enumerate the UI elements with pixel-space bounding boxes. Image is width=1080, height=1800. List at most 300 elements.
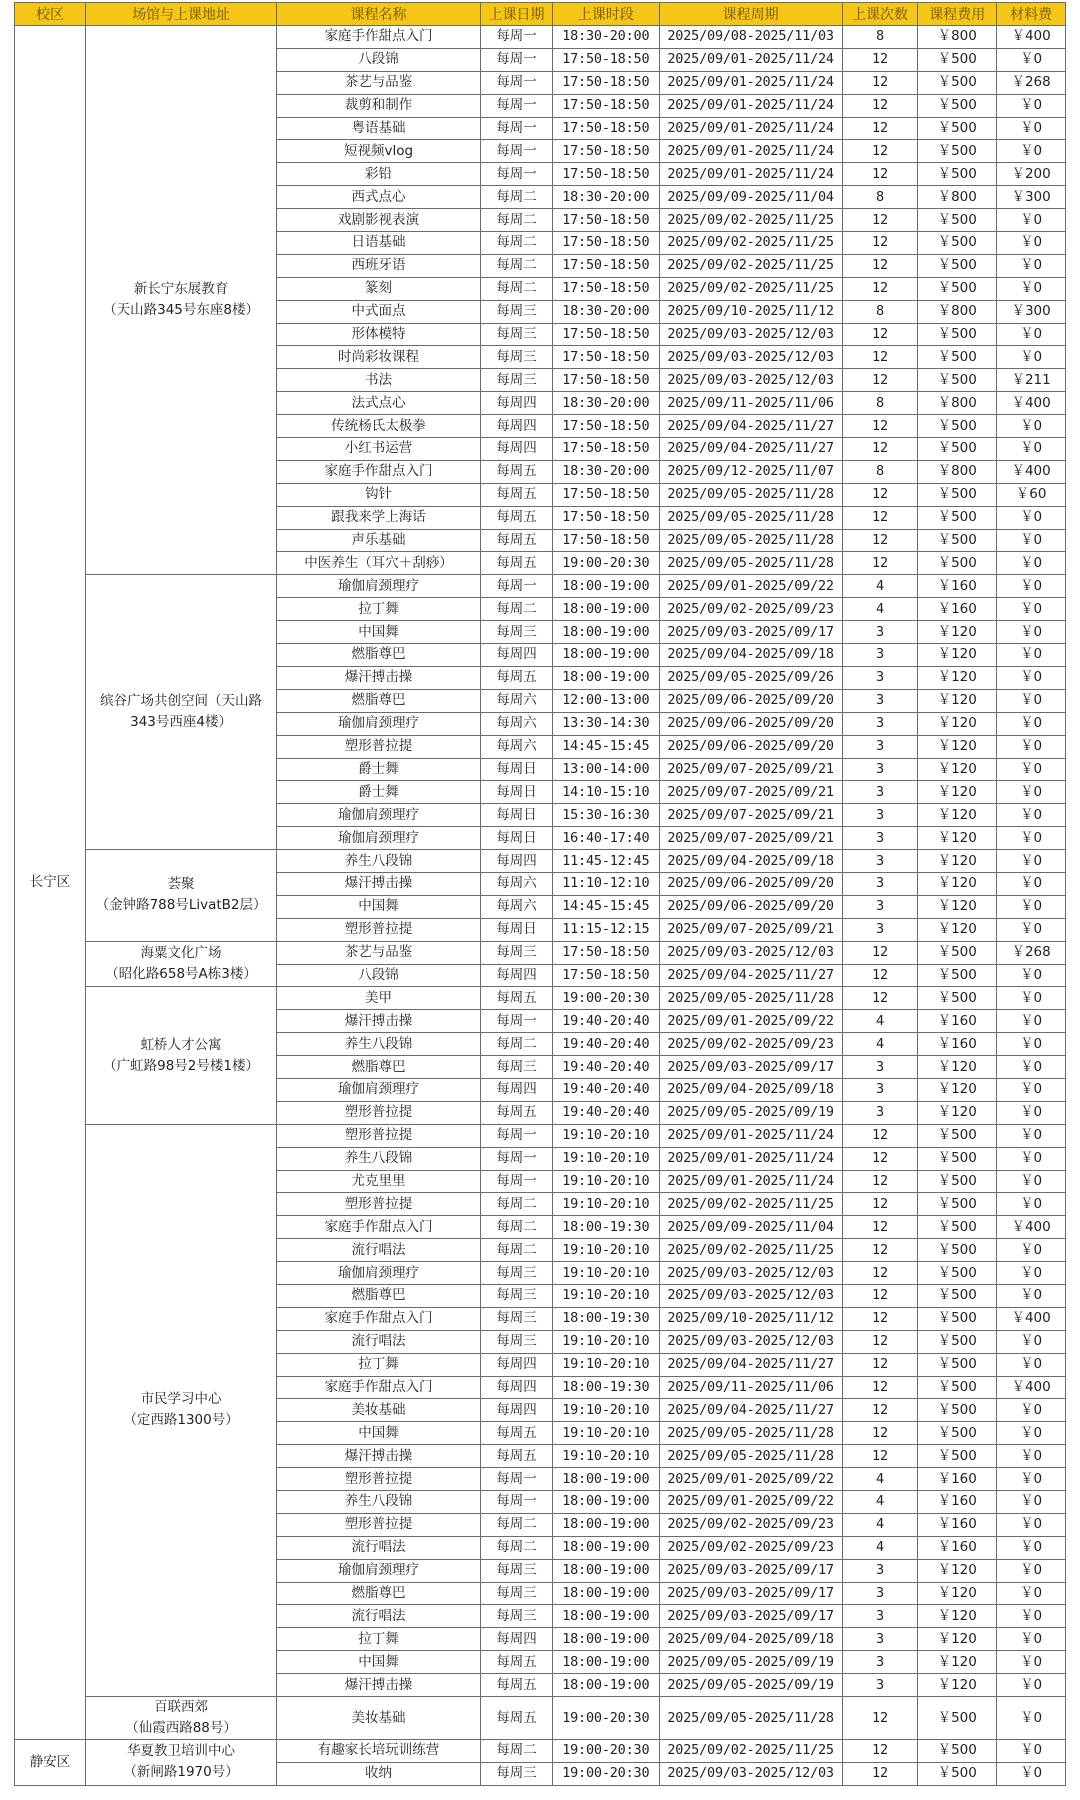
period-cell: 2025/09/01-2025/11/24 <box>659 140 842 163</box>
fee-cell: ￥120 <box>918 1559 997 1582</box>
fee-cell: ￥160 <box>918 1468 997 1491</box>
day-cell: 每周三 <box>480 1262 552 1285</box>
period-cell: 2025/09/04-2025/11/27 <box>659 1353 842 1376</box>
fee-cell: ￥500 <box>918 552 997 575</box>
course-name-cell: 家庭手作甜点入门 <box>277 460 481 483</box>
period-cell: 2025/09/02-2025/11/25 <box>659 1193 842 1216</box>
material-fee-cell: ￥0 <box>997 1262 1066 1285</box>
course-name-cell: 篆刻 <box>277 277 481 300</box>
fee-cell: ￥500 <box>918 1376 997 1399</box>
sessions-cell: 12 <box>842 1262 918 1285</box>
period-cell: 2025/09/01-2025/09/22 <box>659 575 842 598</box>
time-slot-cell: 17:50-18:50 <box>553 48 659 71</box>
sessions-cell: 4 <box>842 1513 918 1536</box>
material-fee-cell: ￥0 <box>997 712 1066 735</box>
material-fee-cell: ￥0 <box>997 1674 1066 1697</box>
day-cell: 每周五 <box>480 529 552 552</box>
day-cell: 每周五 <box>480 666 552 689</box>
venue-cell <box>85 850 276 942</box>
course-name-cell: 家庭手作甜点入门 <box>277 1376 481 1399</box>
material-fee-cell: ￥0 <box>997 254 1066 277</box>
time-slot-cell: 18:00-19:30 <box>553 1307 659 1330</box>
fee-cell: ￥160 <box>918 1491 997 1514</box>
sessions-cell: 4 <box>842 1536 918 1559</box>
material-fee-cell: ￥0 <box>997 827 1066 850</box>
day-cell: 每周五 <box>480 483 552 506</box>
period-cell: 2025/09/06-2025/09/20 <box>659 895 842 918</box>
course-name-cell: 书法 <box>277 369 481 392</box>
course-name-cell: 塑形普拉提 <box>277 1468 481 1491</box>
material-fee-cell: ￥400 <box>997 26 1066 49</box>
material-fee-cell: ￥0 <box>997 964 1066 987</box>
fee-cell: ￥500 <box>918 964 997 987</box>
sessions-cell: 12 <box>842 277 918 300</box>
material-fee-cell: ￥0 <box>997 1468 1066 1491</box>
sessions-cell: 12 <box>842 1422 918 1445</box>
sessions-cell: 12 <box>842 232 918 255</box>
time-slot-cell: 18:00-19:00 <box>553 1491 659 1514</box>
time-slot-cell: 19:10-20:10 <box>553 1193 659 1216</box>
venue-address: （天山路345号东座8楼） <box>103 302 259 319</box>
header-row <box>15 3 1066 26</box>
fee-cell: ￥120 <box>918 689 997 712</box>
day-cell: 每周五 <box>480 506 552 529</box>
day-cell: 每周五 <box>480 460 552 483</box>
course-name-cell: 中国舞 <box>277 621 481 644</box>
fee-cell: ￥500 <box>918 438 997 461</box>
day-cell: 每周四 <box>480 850 552 873</box>
material-fee-cell: ￥0 <box>997 438 1066 461</box>
fee-cell: ￥500 <box>918 1399 997 1422</box>
material-fee-cell: ￥0 <box>997 918 1066 941</box>
sessions-cell: 12 <box>842 1170 918 1193</box>
day-cell: 每周五 <box>480 987 552 1010</box>
course-name-cell: 燃脂尊巴 <box>277 644 481 667</box>
time-slot-cell: 14:45-15:45 <box>553 735 659 758</box>
period-cell: 2025/09/12-2025/11/07 <box>659 460 842 483</box>
sessions-cell: 3 <box>842 712 918 735</box>
sessions-cell: 12 <box>842 323 918 346</box>
header-time: 上课时段 <box>553 3 659 26</box>
time-slot-cell: 17:50-18:50 <box>553 941 659 964</box>
material-fee-cell: ￥0 <box>997 1651 1066 1674</box>
sessions-cell: 3 <box>842 872 918 895</box>
period-cell: 2025/09/02-2025/09/23 <box>659 1536 842 1559</box>
venue-cell <box>85 1124 276 1696</box>
fee-cell: ￥120 <box>918 895 997 918</box>
day-cell: 每周五 <box>480 552 552 575</box>
period-cell: 2025/09/05-2025/09/19 <box>659 1651 842 1674</box>
material-fee-cell: ￥0 <box>997 689 1066 712</box>
course-name-cell: 戏剧影视表演 <box>277 209 481 232</box>
fee-cell: ￥500 <box>918 1124 997 1147</box>
time-slot-cell: 19:10-20:10 <box>553 1399 659 1422</box>
period-cell: 2025/09/10-2025/11/12 <box>659 1307 842 1330</box>
period-cell: 2025/09/02-2025/11/25 <box>659 1740 842 1763</box>
fee-cell: ￥160 <box>918 575 997 598</box>
fee-cell: ￥500 <box>918 277 997 300</box>
time-slot-cell: 18:00-19:00 <box>553 1582 659 1605</box>
course-name-cell: 彩铅 <box>277 163 481 186</box>
course-name-cell: 中国舞 <box>277 1651 481 1674</box>
time-slot-cell: 19:10-20:10 <box>553 1239 659 1262</box>
sessions-cell: 3 <box>842 689 918 712</box>
course-name-cell: 瑜伽肩颈理疗 <box>277 1262 481 1285</box>
header-day: 上课日期 <box>480 3 552 26</box>
fee-cell: ￥500 <box>918 529 997 552</box>
sessions-cell: 3 <box>842 644 918 667</box>
course-name-cell: 中国舞 <box>277 1422 481 1445</box>
period-cell: 2025/09/02-2025/11/25 <box>659 1239 842 1262</box>
fee-cell: ￥800 <box>918 300 997 323</box>
fee-cell: ￥120 <box>918 735 997 758</box>
fee-cell: ￥500 <box>918 1697 997 1740</box>
course-name-cell: 小红书运营 <box>277 438 481 461</box>
fee-cell: ￥160 <box>918 1033 997 1056</box>
material-fee-cell: ￥0 <box>997 781 1066 804</box>
fee-cell: ￥120 <box>918 1674 997 1697</box>
time-slot-cell: 13:30-14:30 <box>553 712 659 735</box>
venue-name: 缤谷广场共创空间（天山路 <box>100 693 263 710</box>
fee-cell: ￥120 <box>918 804 997 827</box>
fee-cell: ￥120 <box>918 712 997 735</box>
sessions-cell: 12 <box>842 1697 918 1740</box>
material-fee-cell: ￥0 <box>997 621 1066 644</box>
course-name-cell: 养生八段锦 <box>277 1491 481 1514</box>
fee-cell: ￥120 <box>918 1651 997 1674</box>
period-cell: 2025/09/05-2025/11/28 <box>659 1697 842 1740</box>
header-sessions: 上课次数 <box>842 3 918 26</box>
time-slot-cell: 19:10-20:10 <box>553 1445 659 1468</box>
venue-cell <box>85 26 276 575</box>
material-fee-cell: ￥0 <box>997 1491 1066 1514</box>
material-fee-cell: ￥400 <box>997 392 1066 415</box>
course-name-cell: 家庭手作甜点入门 <box>277 1307 481 1330</box>
day-cell: 每周六 <box>480 872 552 895</box>
time-slot-cell: 18:00-19:00 <box>553 1651 659 1674</box>
course-name-cell: 燃脂尊巴 <box>277 689 481 712</box>
venue-address: （仙霞西路88号） <box>125 1720 237 1737</box>
course-name-cell: 美妆基础 <box>277 1697 481 1740</box>
day-cell: 每周六 <box>480 712 552 735</box>
day-cell: 每周一 <box>480 71 552 94</box>
venue-name: 华夏教卫培训中心 <box>127 1743 236 1760</box>
day-cell: 每周一 <box>480 1124 552 1147</box>
sessions-cell: 3 <box>842 1056 918 1079</box>
material-fee-cell: ￥300 <box>997 186 1066 209</box>
time-slot-cell: 16:40-17:40 <box>553 827 659 850</box>
fee-cell: ￥120 <box>918 918 997 941</box>
material-fee-cell: ￥0 <box>997 758 1066 781</box>
material-fee-cell: ￥0 <box>997 1330 1066 1353</box>
material-fee-cell: ￥0 <box>997 1536 1066 1559</box>
time-slot-cell: 18:00-19:00 <box>553 1536 659 1559</box>
sessions-cell: 12 <box>842 1445 918 1468</box>
time-slot-cell: 11:45-12:45 <box>553 850 659 873</box>
sessions-cell: 4 <box>842 1010 918 1033</box>
header-fee: 课程费用 <box>918 3 997 26</box>
course-name-cell: 西式点心 <box>277 186 481 209</box>
day-cell: 每周四 <box>480 1399 552 1422</box>
material-fee-cell: ￥0 <box>997 1740 1066 1763</box>
fee-cell: ￥500 <box>918 1284 997 1307</box>
day-cell: 每周一 <box>480 1170 552 1193</box>
day-cell: 每周六 <box>480 895 552 918</box>
time-slot-cell: 12:00-13:00 <box>553 689 659 712</box>
fee-cell: ￥500 <box>918 1170 997 1193</box>
sessions-cell: 3 <box>842 621 918 644</box>
period-cell: 2025/09/04-2025/09/18 <box>659 644 842 667</box>
period-cell: 2025/09/07-2025/09/21 <box>659 781 842 804</box>
sessions-cell: 3 <box>842 895 918 918</box>
time-slot-cell: 19:10-20:10 <box>553 1147 659 1170</box>
venue-address: （昭化路658号A栋3楼） <box>105 966 257 983</box>
course-name-cell: 中式面点 <box>277 300 481 323</box>
fee-cell: ￥500 <box>918 1330 997 1353</box>
sessions-cell: 12 <box>842 1353 918 1376</box>
course-name-cell: 拉丁舞 <box>277 598 481 621</box>
sessions-cell: 12 <box>842 1193 918 1216</box>
sessions-cell: 12 <box>842 1376 918 1399</box>
time-slot-cell: 17:50-18:50 <box>553 140 659 163</box>
day-cell: 每周二 <box>480 209 552 232</box>
period-cell: 2025/09/01-2025/11/24 <box>659 1124 842 1147</box>
course-name-cell: 八段锦 <box>277 964 481 987</box>
fee-cell: ￥500 <box>918 209 997 232</box>
header-period: 课程周期 <box>659 3 842 26</box>
sessions-cell: 3 <box>842 758 918 781</box>
course-name-cell: 爵士舞 <box>277 781 481 804</box>
period-cell: 2025/09/01-2025/09/22 <box>659 1010 842 1033</box>
day-cell: 每周二 <box>480 1740 552 1763</box>
material-fee-cell: ￥400 <box>997 1216 1066 1239</box>
venue-address: （广虹路98号2号楼1楼） <box>103 1057 259 1074</box>
course-name-cell: 燃脂尊巴 <box>277 1582 481 1605</box>
course-name-cell: 收纳 <box>277 1762 481 1785</box>
sessions-cell: 12 <box>842 209 918 232</box>
course-name-cell: 养生八段锦 <box>277 1033 481 1056</box>
period-cell: 2025/09/04-2025/09/18 <box>659 1628 842 1651</box>
time-slot-cell: 14:45-15:45 <box>553 895 659 918</box>
period-cell: 2025/09/03-2025/12/03 <box>659 1330 842 1353</box>
fee-cell: ￥500 <box>918 483 997 506</box>
table-row <box>15 26 1066 49</box>
day-cell: 每周三 <box>480 1605 552 1628</box>
period-cell: 2025/09/05-2025/11/28 <box>659 987 842 1010</box>
period-cell: 2025/09/02-2025/11/25 <box>659 277 842 300</box>
time-slot-cell: 17:50-18:50 <box>553 529 659 552</box>
header-course: 课程名称 <box>277 3 481 26</box>
period-cell: 2025/09/01-2025/11/24 <box>659 48 842 71</box>
material-fee-cell: ￥0 <box>997 987 1066 1010</box>
day-cell: 每周六 <box>480 735 552 758</box>
course-name-cell: 爆汗搏击操 <box>277 666 481 689</box>
sessions-cell: 12 <box>842 1762 918 1785</box>
day-cell: 每周一 <box>480 1468 552 1491</box>
fee-cell: ￥120 <box>918 827 997 850</box>
sessions-cell: 12 <box>842 941 918 964</box>
day-cell: 每周四 <box>480 964 552 987</box>
venue-name: 荟聚 <box>167 876 195 893</box>
course-name-cell: 塑形普拉提 <box>277 1124 481 1147</box>
time-slot-cell: 17:50-18:50 <box>553 94 659 117</box>
day-cell: 每周一 <box>480 575 552 598</box>
material-fee-cell: ￥0 <box>997 415 1066 438</box>
time-slot-cell: 18:30-20:00 <box>553 460 659 483</box>
period-cell: 2025/09/10-2025/11/12 <box>659 300 842 323</box>
course-name-cell: 养生八段锦 <box>277 1147 481 1170</box>
fee-cell: ￥800 <box>918 460 997 483</box>
course-name-cell: 燃脂尊巴 <box>277 1056 481 1079</box>
period-cell: 2025/09/03-2025/12/03 <box>659 346 842 369</box>
period-cell: 2025/09/04-2025/09/18 <box>659 850 842 873</box>
fee-cell: ￥500 <box>918 323 997 346</box>
period-cell: 2025/09/04-2025/11/27 <box>659 438 842 461</box>
fee-cell: ￥120 <box>918 1101 997 1124</box>
material-fee-cell: ￥0 <box>997 48 1066 71</box>
period-cell: 2025/09/05-2025/11/28 <box>659 1422 842 1445</box>
time-slot-cell: 19:00-20:30 <box>553 552 659 575</box>
time-slot-cell: 19:40-20:40 <box>553 1056 659 1079</box>
day-cell: 每周五 <box>480 1445 552 1468</box>
period-cell: 2025/09/03-2025/12/03 <box>659 369 842 392</box>
day-cell: 每周一 <box>480 163 552 186</box>
day-cell: 每周五 <box>480 1674 552 1697</box>
period-cell: 2025/09/01-2025/09/22 <box>659 1491 842 1514</box>
material-fee-cell: ￥0 <box>997 644 1066 667</box>
material-fee-cell: ￥0 <box>997 1605 1066 1628</box>
course-name-cell: 塑形普拉提 <box>277 918 481 941</box>
material-fee-cell: ￥0 <box>997 552 1066 575</box>
time-slot-cell: 17:50-18:50 <box>553 415 659 438</box>
sessions-cell: 12 <box>842 964 918 987</box>
period-cell: 2025/09/01-2025/09/22 <box>659 1468 842 1491</box>
day-cell: 每周二 <box>480 1193 552 1216</box>
sessions-cell: 3 <box>842 781 918 804</box>
period-cell: 2025/09/01-2025/11/24 <box>659 94 842 117</box>
sessions-cell: 8 <box>842 26 918 49</box>
table-row <box>15 850 1066 873</box>
period-cell: 2025/09/11-2025/11/06 <box>659 392 842 415</box>
material-fee-cell: ￥0 <box>997 1513 1066 1536</box>
fee-cell: ￥500 <box>918 1762 997 1785</box>
fee-cell: ￥500 <box>918 140 997 163</box>
fee-cell: ￥500 <box>918 1353 997 1376</box>
time-slot-cell: 19:10-20:10 <box>553 1170 659 1193</box>
material-fee-cell: ￥400 <box>997 1307 1066 1330</box>
day-cell: 每周一 <box>480 1491 552 1514</box>
sessions-cell: 3 <box>842 735 918 758</box>
sessions-cell: 12 <box>842 529 918 552</box>
venue-address: 343号西座4楼） <box>130 714 232 731</box>
day-cell: 每周三 <box>480 1559 552 1582</box>
day-cell: 每周一 <box>480 48 552 71</box>
sessions-cell: 3 <box>842 1628 918 1651</box>
venue-address: （定西路1300号） <box>123 1412 239 1429</box>
time-slot-cell: 19:10-20:10 <box>553 1124 659 1147</box>
material-fee-cell: ￥0 <box>997 1170 1066 1193</box>
venue-cell <box>85 987 276 1124</box>
venue-name: 新长宁东展教育 <box>133 281 229 298</box>
fee-cell: ￥120 <box>918 1582 997 1605</box>
period-cell: 2025/09/07-2025/09/21 <box>659 918 842 941</box>
course-name-cell: 流行唱法 <box>277 1239 481 1262</box>
period-cell: 2025/09/01-2025/11/24 <box>659 1147 842 1170</box>
sessions-cell: 3 <box>842 1559 918 1582</box>
table-row <box>15 575 1066 598</box>
time-slot-cell: 19:10-20:10 <box>553 1262 659 1285</box>
time-slot-cell: 17:50-18:50 <box>553 163 659 186</box>
venue-name: 海粟文化广场 <box>140 945 222 962</box>
period-cell: 2025/09/05-2025/11/28 <box>659 552 842 575</box>
time-slot-cell: 19:10-20:10 <box>553 1284 659 1307</box>
material-fee-cell: ￥0 <box>997 1582 1066 1605</box>
day-cell: 每周二 <box>480 1513 552 1536</box>
period-cell: 2025/09/05-2025/11/28 <box>659 529 842 552</box>
time-slot-cell: 18:00-19:00 <box>553 621 659 644</box>
sessions-cell: 12 <box>842 369 918 392</box>
time-slot-cell: 18:00-19:00 <box>553 598 659 621</box>
day-cell: 每周五 <box>480 1101 552 1124</box>
sessions-cell: 3 <box>842 666 918 689</box>
sessions-cell: 12 <box>842 346 918 369</box>
period-cell: 2025/09/05-2025/09/19 <box>659 1674 842 1697</box>
day-cell: 每周四 <box>480 644 552 667</box>
fee-cell: ￥160 <box>918 598 997 621</box>
fee-cell: ￥120 <box>918 621 997 644</box>
sessions-cell: 3 <box>842 1101 918 1124</box>
sessions-cell: 3 <box>842 1078 918 1101</box>
course-schedule-table <box>14 2 1066 1786</box>
sessions-cell: 4 <box>842 598 918 621</box>
time-slot-cell: 18:00-19:30 <box>553 1216 659 1239</box>
period-cell: 2025/09/06-2025/09/20 <box>659 872 842 895</box>
material-fee-cell: ￥0 <box>997 1284 1066 1307</box>
period-cell: 2025/09/07-2025/09/21 <box>659 827 842 850</box>
period-cell: 2025/09/05-2025/09/26 <box>659 666 842 689</box>
campus-cell: 长宁区 <box>15 26 86 1740</box>
material-fee-cell: ￥0 <box>997 1399 1066 1422</box>
material-fee-cell: ￥268 <box>997 941 1066 964</box>
course-name-cell: 茶艺与品鉴 <box>277 941 481 964</box>
period-cell: 2025/09/02-2025/09/23 <box>659 1033 842 1056</box>
course-name-cell: 短视频vlog <box>277 140 481 163</box>
day-cell: 每周四 <box>480 438 552 461</box>
venue-address: （金钟路788号LivatB2层） <box>95 897 267 914</box>
fee-cell: ￥500 <box>918 506 997 529</box>
table-row <box>15 1740 1066 1763</box>
time-slot-cell: 18:00-19:30 <box>553 1376 659 1399</box>
sessions-cell: 4 <box>842 1468 918 1491</box>
header-material-fee: 材料费 <box>997 3 1066 26</box>
time-slot-cell: 17:50-18:50 <box>553 483 659 506</box>
course-name-cell: 流行唱法 <box>277 1605 481 1628</box>
course-name-cell: 瑜伽肩颈理疗 <box>277 1078 481 1101</box>
course-name-cell: 形体模特 <box>277 323 481 346</box>
course-name-cell: 八段锦 <box>277 48 481 71</box>
time-slot-cell: 18:00-19:00 <box>553 1605 659 1628</box>
day-cell: 每周三 <box>480 1307 552 1330</box>
venue-cell <box>85 1697 276 1740</box>
time-slot-cell: 17:50-18:50 <box>553 277 659 300</box>
material-fee-cell: ￥0 <box>997 1033 1066 1056</box>
time-slot-cell: 19:10-20:10 <box>553 1353 659 1376</box>
time-slot-cell: 19:40-20:40 <box>553 1101 659 1124</box>
fee-cell: ￥120 <box>918 1056 997 1079</box>
sessions-cell: 12 <box>842 1239 918 1262</box>
period-cell: 2025/09/03-2025/09/17 <box>659 621 842 644</box>
day-cell: 每周一 <box>480 94 552 117</box>
